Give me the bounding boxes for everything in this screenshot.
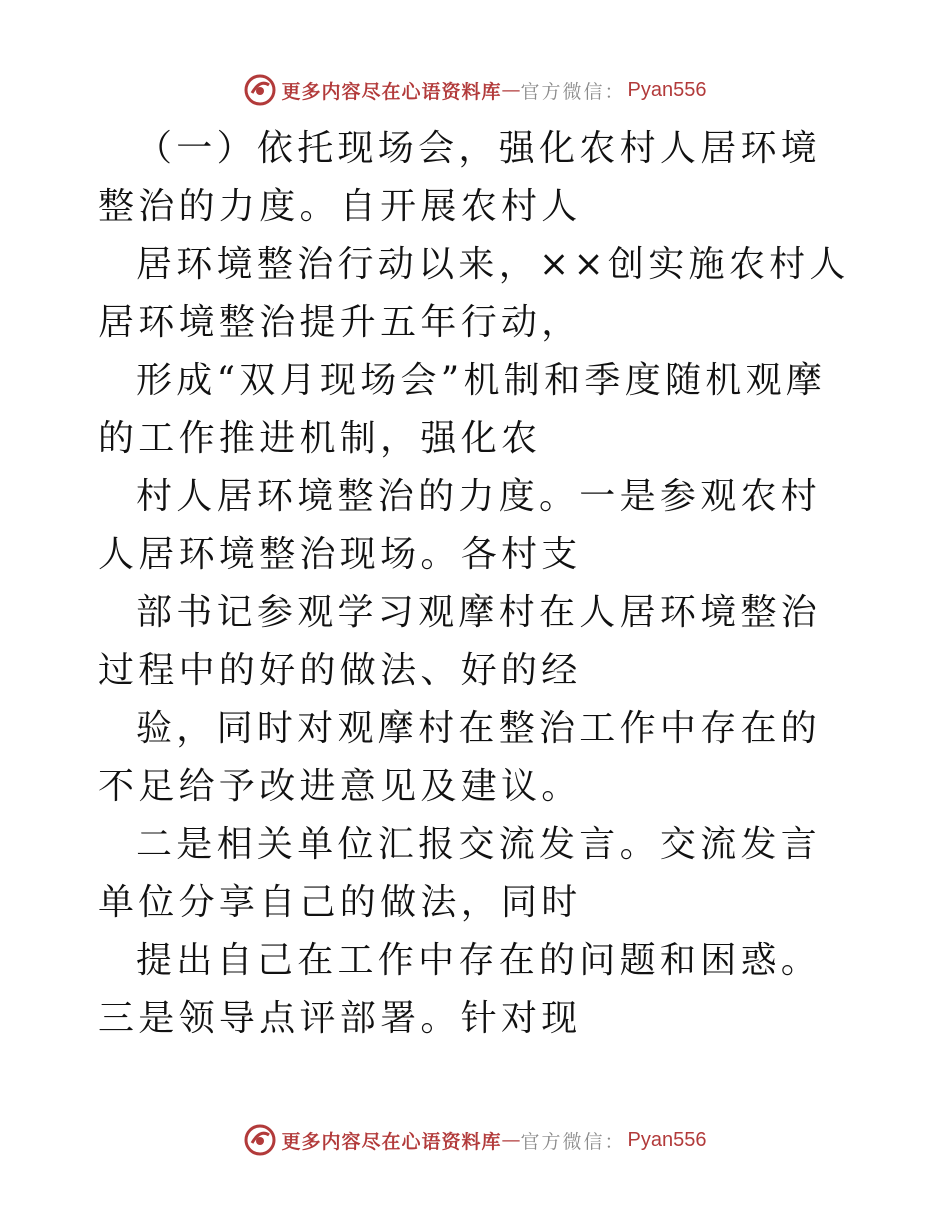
banner-brand-text: 更多内容尽在心语资料库 bbox=[281, 1130, 502, 1153]
body-paragraph: 验，同时对观摩村在整治工作中存在的不足给予改进意见及建议。 bbox=[98, 708, 822, 807]
banner-colon: ： bbox=[604, 80, 624, 103]
body-paragraph: 部书记参观学习观摩村在人居环境整治过程中的好的做法、好的经 bbox=[98, 592, 822, 691]
red-swirl-logo-icon bbox=[243, 73, 277, 107]
body-paragraph: 提出自己在工作中存在的问题和困惑。三是领导点评部署。针对现 bbox=[98, 940, 822, 1039]
banner-dash: — bbox=[501, 1129, 521, 1151]
body-paragraph: （一）依托现场会，强化农村人居环境整治的力度。自开展农村人 bbox=[98, 128, 822, 227]
banner-brand-text: 更多内容尽在心语资料库 bbox=[281, 80, 502, 103]
banner-colon: ： bbox=[604, 1130, 624, 1153]
body-paragraph: 村人居环境整治的力度。一是参观农村人居环境整治现场。各村支 bbox=[98, 476, 822, 575]
body-paragraph: 形成“双月现场会”机制和季度随机观摩的工作推进机制，强化农 bbox=[98, 360, 827, 459]
red-swirl-logo-icon bbox=[243, 1123, 277, 1157]
banner-wechat-label: 官方微信 bbox=[520, 1130, 605, 1153]
body-paragraph: 居环境整治行动以来，××创实施农村人居环境整治提升五年行动， bbox=[98, 244, 850, 343]
body-paragraph: 二是相关单位汇报交流发言。交流发言单位分享自己的做法，同时 bbox=[98, 824, 822, 923]
header-watermark-banner bbox=[0, 70, 950, 110]
footer-watermark-banner bbox=[0, 1120, 950, 1160]
banner-wechat-handle: Pyan556 bbox=[627, 78, 707, 101]
banner-dash: — bbox=[501, 79, 521, 101]
document-body bbox=[98, 120, 858, 1048]
banner-wechat-label: 官方微信 bbox=[520, 80, 605, 103]
banner-wechat-handle: Pyan556 bbox=[627, 1128, 707, 1151]
